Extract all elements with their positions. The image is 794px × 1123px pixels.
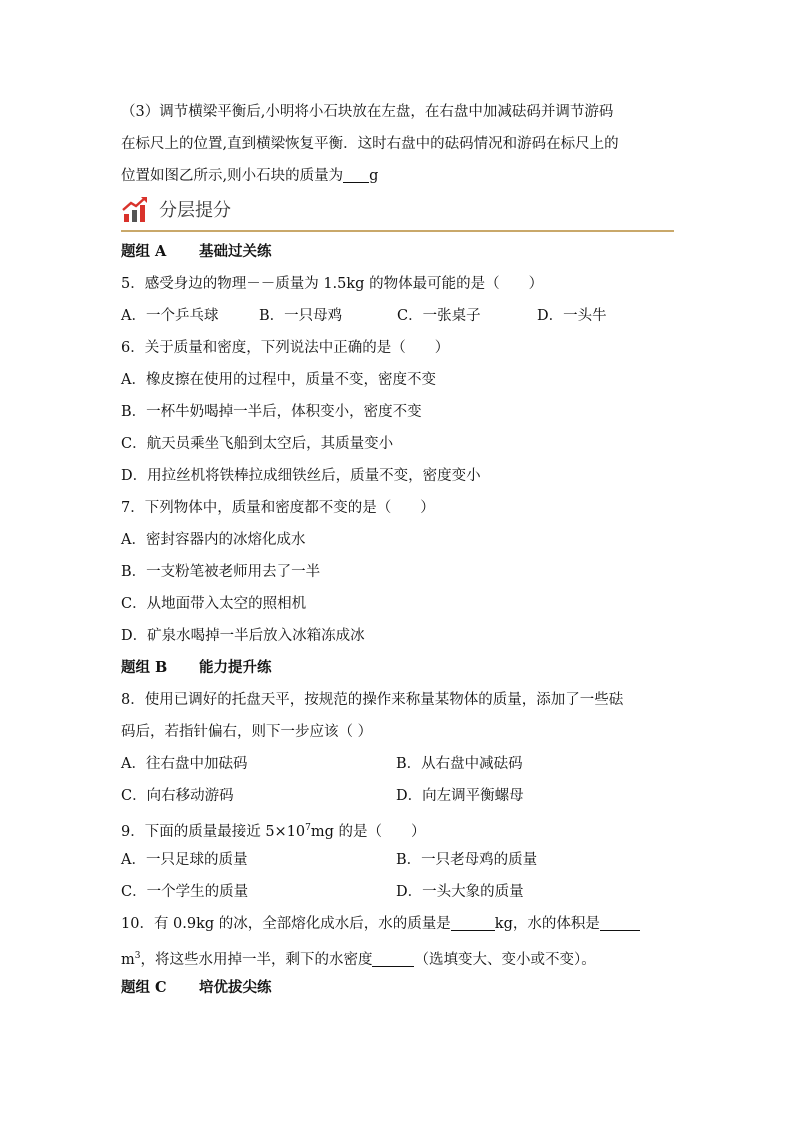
q9-stem-text: 9．下面的质量最接近 5×10 [121, 824, 306, 840]
q10-text-3: ，将这些水用掉一半，剩下的水密度 [140, 952, 373, 968]
intro-line-2: 在标尺上的位置,直到横梁恢复平衡．这时右盘中的砝码情况和游码在标尺上的 [121, 136, 619, 152]
q6-option-a[interactable]: A．橡皮擦在使用的过程中，质量不变，密度不变 [121, 372, 436, 388]
q7-option-d[interactable]: D．矿泉水喝掉一半后放入冰箱冻成冰 [121, 628, 365, 644]
intro-line-3 [121, 160, 674, 192]
group-label: 题组 A [121, 243, 167, 260]
rising-chart-icon [121, 194, 151, 224]
intro-line-1: （3）调节横梁平衡后,小明将小石块放在左盘，在右盘中加减砝码并调节游码 [121, 104, 614, 120]
q8-options-row-2 [121, 780, 674, 812]
q10-density-blank[interactable] [372, 950, 414, 967]
q10-line-1 [121, 908, 674, 940]
q7-option-b[interactable]: B．一支粉笔被老师用去了一半 [121, 564, 321, 580]
worksheet-page [121, 96, 674, 1004]
q8-option-b[interactable]: B．从右盘中减砝码 [396, 756, 523, 772]
q7-stem: 7．下列物体中，质量和密度都不变的是（ ） [121, 500, 435, 516]
q6-option-d[interactable]: D．用拉丝机将铁棒拉成细铁丝后，质量不变，密度变小 [121, 468, 481, 484]
section-header [121, 192, 674, 232]
q10-text-2: kg，水的体积是 [494, 916, 600, 932]
q5-options [121, 300, 674, 332]
q9-stem-tail: mg 的是（ ） [310, 824, 426, 840]
q9-option-d[interactable]: D．一头大象的质量 [396, 884, 524, 900]
q6-option-b[interactable]: B．一杯牛奶喝掉一半后，体积变小，密度不变 [121, 404, 422, 420]
q10-mass-blank[interactable] [451, 914, 495, 931]
q9-options-row-2 [121, 876, 674, 908]
section-title: 分层提分 [159, 200, 231, 221]
q5-option-a[interactable]: A．一个乒乓球 [121, 308, 219, 324]
q10-volume-blank[interactable] [600, 914, 640, 931]
q9-options-row-1 [121, 844, 674, 876]
q10-line-2 [121, 940, 674, 972]
q9-exponent: 7 [305, 823, 311, 833]
q9-stem [121, 812, 674, 844]
q6-stem: 6．关于质量和密度，下列说法中正确的是（ ） [121, 340, 450, 356]
group-b-header [121, 652, 674, 684]
q5-option-d[interactable]: D．一头牛 [537, 308, 607, 324]
group-name: 能力提升练 [199, 659, 272, 676]
q10-unit-exponent: 3 [134, 951, 141, 961]
intro-line-3-text: 位置如图乙所示,则小石块的质量为 [121, 168, 344, 184]
answer-blank[interactable] [343, 166, 369, 183]
q10-text-4: （选填变大、变小或不变）。 [414, 952, 596, 968]
group-label: 题组 B [121, 659, 168, 676]
q6-option-c[interactable]: C．航天员乘坐飞船到太空后，其质量变小 [121, 436, 394, 452]
q9-option-b[interactable]: B．一只老母鸡的质量 [396, 852, 538, 868]
q8-option-d[interactable]: D．向左调平衡螺母 [396, 788, 524, 804]
q10-text-1: 10．有 0.9kg 的冰，全部熔化成水后，水的质量是 [121, 916, 451, 932]
q8-stem-line-2: 码后，若指针偏右，则下一步应该（ ） [121, 724, 373, 740]
q5-option-b[interactable]: B．一只母鸡 [259, 308, 343, 324]
q8-option-c[interactable]: C．向右移动游码 [121, 788, 234, 804]
unit-g: g [369, 168, 379, 184]
q5-option-c[interactable]: C．一张桌子 [397, 308, 481, 324]
group-name: 培优拔尖练 [199, 979, 272, 996]
q7-option-c[interactable]: C．从地面带入太空的照相机 [121, 596, 307, 612]
q10-unit: m [121, 952, 135, 968]
group-name: 基础过关练 [199, 243, 272, 260]
q8-stem-line-1: 8．使用已调好的托盘天平，按规范的操作来称量某物体的质量，添加了一些砝 [121, 692, 624, 708]
q9-option-c[interactable]: C．一个学生的质量 [121, 884, 249, 900]
q5-stem: 5．感受身边的物理－－质量为 1.5kg 的物体最可能的是（ ） [121, 276, 544, 292]
q8-option-a[interactable]: A．往右盘中加砝码 [121, 756, 248, 772]
q9-option-a[interactable]: A．一只足球的质量 [121, 852, 248, 868]
q8-options-row-1 [121, 748, 674, 780]
q7-option-a[interactable]: A．密封容器内的冰熔化成水 [121, 532, 306, 548]
group-c-header [121, 972, 674, 1004]
group-label: 题组 C [121, 979, 167, 996]
group-a-header [121, 236, 674, 268]
